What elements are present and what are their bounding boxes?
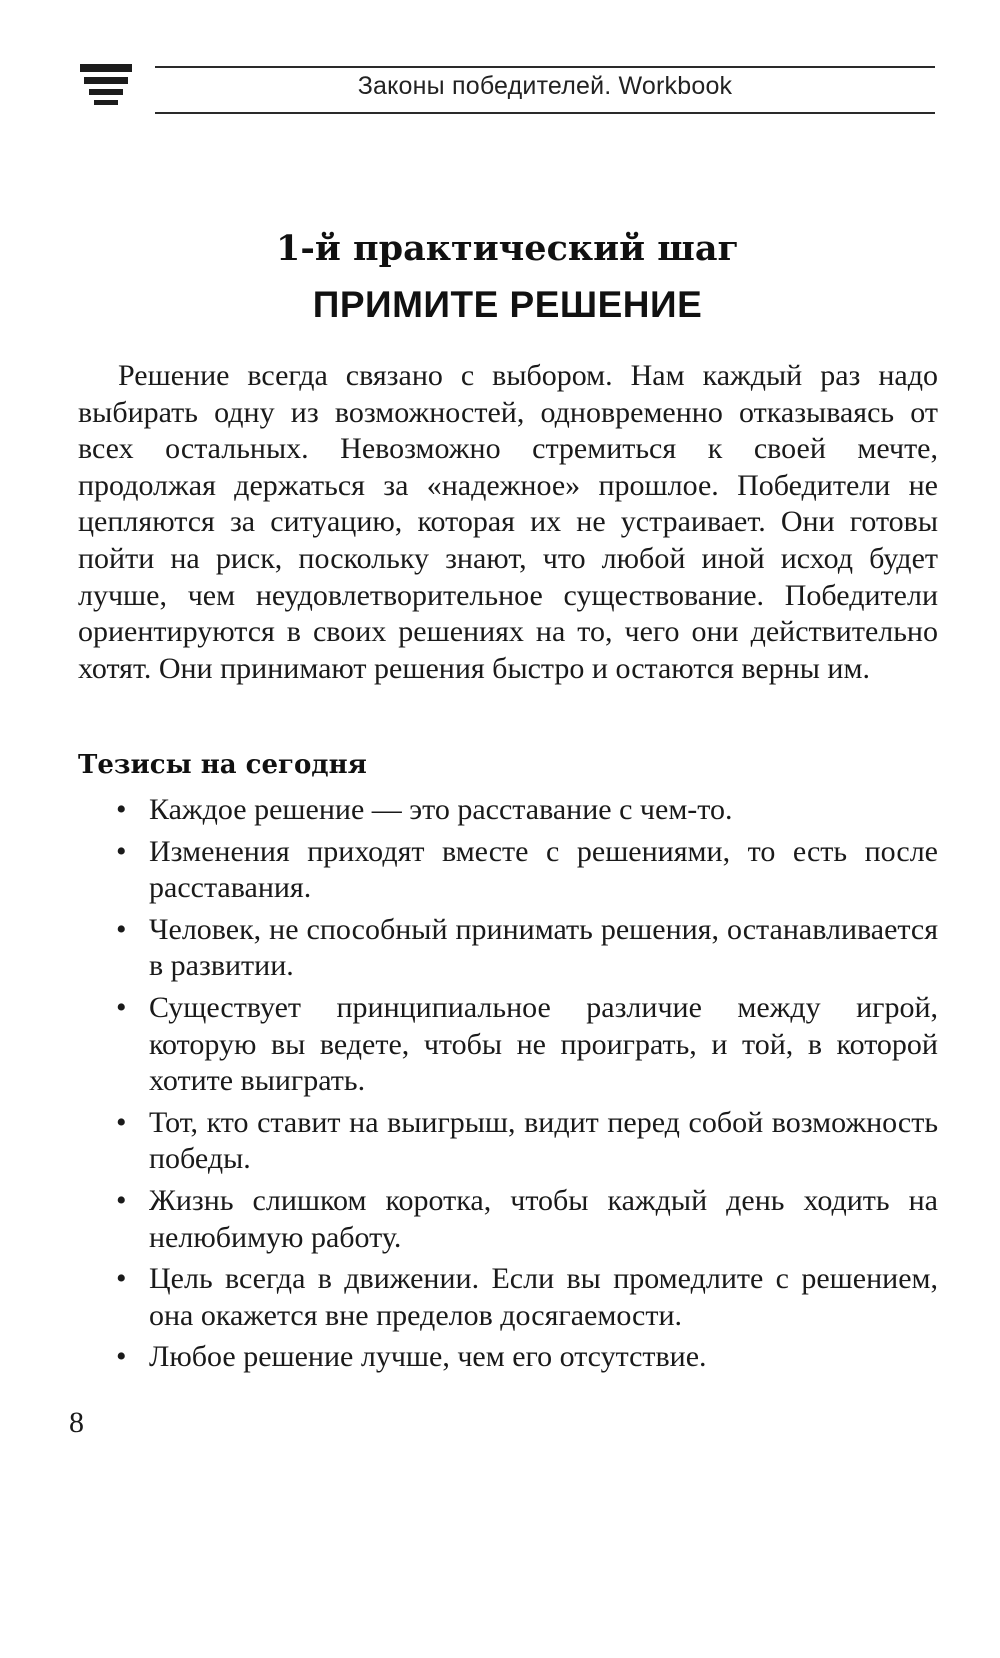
running-header-title: Законы победителей. Workbook bbox=[357, 72, 733, 100]
theses-heading: Тезисы на сегодня bbox=[78, 750, 367, 780]
list-item bbox=[78, 912, 938, 985]
body-paragraph: Решение всегда связано с выбором. Нам каждый раз надо выбирать одну из возможностей, одновременно отказываясь от всех остальных. Невозможно стремиться к своей мечте, продолжая держаться за «надежное» прошлое. Победители не цепляются за ситуацию, которая их не устраивает. Они готовы пойти на риск, поскольку знают, что любой иной исход будет лучше, чем неудовлетворительное существование. Победители ориентируются в своих решениях на то, чего они действительно хотят. Они принимают решения быстро и остаются верны им. bbox=[78, 359, 938, 685]
list-item bbox=[78, 1261, 938, 1334]
bullet-icon: • bbox=[116, 834, 127, 868]
page-number: 8 bbox=[69, 1406, 84, 1439]
list-item bbox=[78, 1105, 938, 1178]
list-item bbox=[78, 834, 938, 907]
bullet-icon: • bbox=[116, 1340, 127, 1374]
list-item bbox=[78, 792, 938, 829]
header-rule-bottom bbox=[155, 112, 935, 114]
bullet-icon: • bbox=[116, 793, 127, 826]
list-item bbox=[78, 1339, 938, 1376]
header-rule-top bbox=[155, 66, 935, 68]
stacked-bars-logo-icon bbox=[80, 64, 132, 112]
bullet-icon: • bbox=[116, 1262, 127, 1296]
list-item-text: Цель всегда в движении. Если вы промедлите с решением, она окажется вне пределов досягаемости. bbox=[149, 1262, 938, 1332]
list-item bbox=[78, 990, 938, 1100]
list-item-text: Жизнь слишком коротка, чтобы каждый день ходить на нелюбимую работу. bbox=[149, 1183, 938, 1254]
list-item-text: Тот, кто ставит на выигрыш, видит перед собой возможность победы. bbox=[149, 1105, 938, 1176]
step-title: ПРИМИТЕ РЕШЕНИЕ bbox=[312, 284, 703, 325]
list-item-text: Каждое решение — это расставание с чем-то. bbox=[149, 793, 733, 826]
step-heading: 1-й практический шаг bbox=[275, 228, 740, 269]
bullet-icon: • bbox=[116, 912, 127, 946]
bullet-icon: • bbox=[116, 1183, 127, 1217]
list-item-text: Существует принципиальное различие между игрой, которую вы ведете, чтобы не проиграть, и той, в которой хотите выиграть. bbox=[149, 990, 938, 1098]
list-item bbox=[78, 1183, 938, 1256]
list-item-text: Человек, не способный принимать решения, останавливается в развитии. bbox=[149, 912, 938, 983]
list-item-text: Изменения приходят вместе с решениями, то есть после расставания. bbox=[149, 834, 938, 905]
bullet-icon: • bbox=[116, 990, 127, 1024]
list-item-text: Любое решение лучше, чем его отсутствие. bbox=[149, 1340, 707, 1374]
theses-list bbox=[78, 792, 938, 1381]
bullet-icon: • bbox=[116, 1105, 127, 1139]
